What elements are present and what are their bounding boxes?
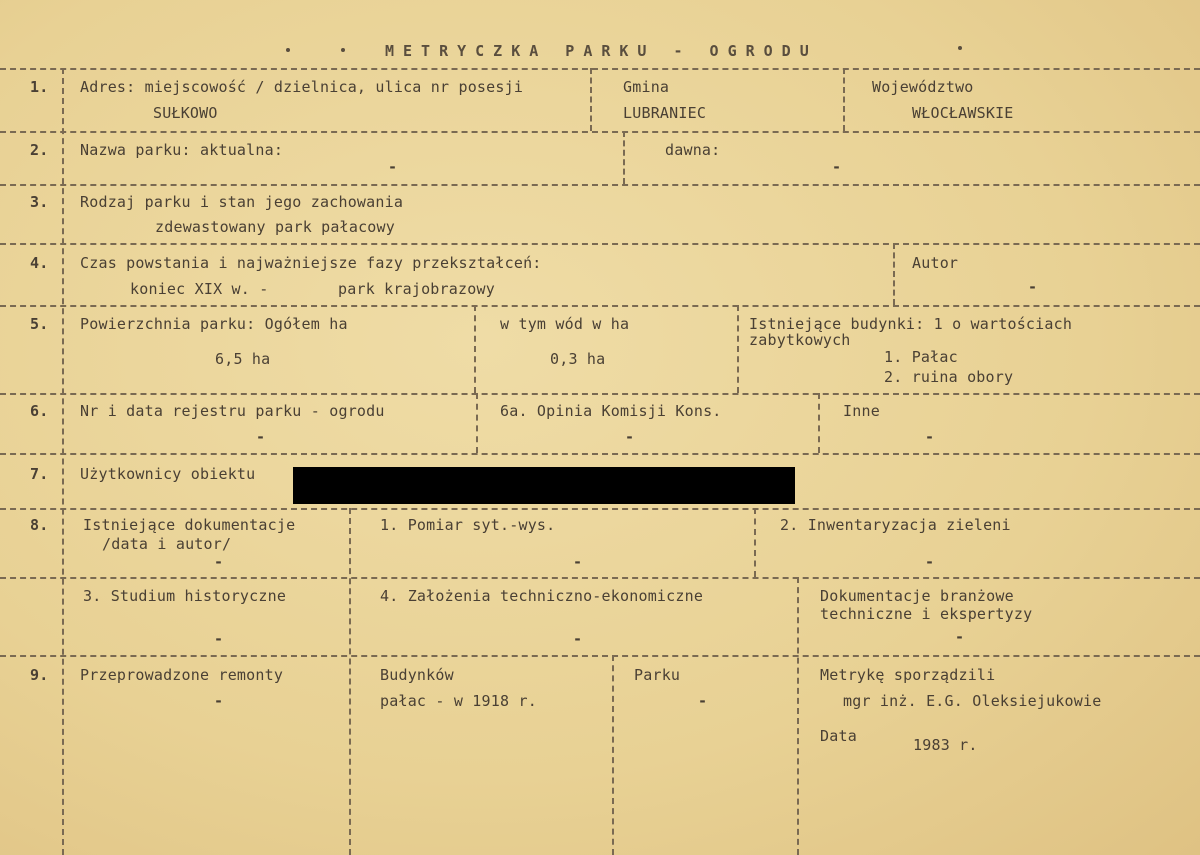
cell-divider [797, 577, 799, 855]
cell-divider [474, 305, 476, 393]
other-label: Inne [843, 402, 880, 420]
register-label: Nr i data rejestru parku - ogrodu [80, 402, 385, 420]
row-divider [0, 243, 1200, 245]
building-item: 1. Pałac [884, 348, 958, 366]
buildings-repairs-label: Budynków [380, 666, 454, 684]
cell-divider [843, 68, 845, 131]
docs-label: Istniejące dokumentacje [83, 516, 296, 534]
prepared-by-value: mgr inż. E.G. Oleksiejukowie [843, 692, 1102, 710]
buildings-repairs-value: pałac - w 1918 r. [380, 692, 537, 710]
park-repairs-label: Parku [634, 666, 681, 684]
docs-label-cont: /data i autor/ [102, 535, 232, 553]
gmina-value: LUBRANIEC [623, 104, 707, 122]
card-title: METRYCZKA PARKU - OGRODU [385, 42, 818, 60]
assumptions-label: 4. Założenia techniczno-ekonomiczne [380, 587, 704, 605]
redaction-block [293, 467, 795, 504]
row-divider [0, 393, 1200, 395]
row-divider [0, 131, 1200, 133]
cell-divider [612, 655, 614, 855]
inventory-value: - [925, 553, 935, 571]
cell-divider [590, 68, 592, 131]
opinion-label: 6a. Opinia Komisji Kons. [500, 402, 722, 420]
study-label: 3. Studium historyczne [83, 587, 287, 605]
address-value: SUŁKOWO [153, 104, 218, 122]
row-number: 3. [30, 193, 49, 211]
voivodeship-value: WŁOCŁAWSKIE [912, 104, 1014, 122]
inventory-label: 2. Inwentaryzacja zieleni [780, 516, 1011, 534]
row-number: 6. [30, 402, 49, 420]
users-label: Użytkownicy obiektu [80, 465, 256, 483]
cell-divider [737, 305, 739, 393]
survey-label: 1. Pomiar syt.-wys. [380, 516, 556, 534]
row-number: 9. [30, 666, 49, 684]
area-label: Powierzchnia parku: Ogółem ha [80, 315, 348, 333]
water-label: w tym wód w ha [500, 315, 630, 333]
park-type-value: zdewastowany park pałacowy [155, 218, 395, 236]
water-value: 0,3 ha [550, 350, 606, 368]
author-label: Autor [912, 254, 959, 272]
assumptions-value: - [573, 630, 583, 648]
row-divider [0, 305, 1200, 307]
branch-docs-value: - [955, 628, 965, 646]
cell-divider [818, 393, 820, 453]
gmina-label: Gmina [623, 78, 670, 96]
cell-divider [893, 243, 895, 305]
cell-divider [476, 393, 478, 453]
creation-time-value: koniec XIX w. - [130, 280, 269, 298]
cell-divider [349, 508, 351, 855]
park-style-value: park krajobrazowy [338, 280, 495, 298]
row-divider [0, 655, 1200, 657]
docs-value: - [214, 553, 224, 571]
register-value: - [256, 428, 266, 446]
row-number: 7. [30, 465, 49, 483]
row-number: 2. [30, 141, 49, 159]
date-value: 1983 r. [913, 736, 978, 754]
row-divider [0, 577, 1200, 579]
former-name-label: dawna: [665, 141, 721, 159]
survey-value: - [573, 553, 583, 571]
date-label: Data [820, 727, 857, 745]
branch-docs-label: Dokumentacje branżowe [820, 587, 1014, 605]
former-name-value: - [832, 158, 842, 176]
author-value: - [1028, 278, 1038, 296]
prepared-by-label: Metrykę sporządzili [820, 666, 996, 684]
cell-divider [623, 131, 625, 184]
ink-dot [341, 48, 345, 52]
current-name-label: Nazwa parku: aktualna: [80, 141, 284, 159]
row-divider [0, 453, 1200, 455]
address-label: Adres: miejscowość / dzielnica, ulica nr posesji [80, 78, 524, 96]
row-number: 4. [30, 254, 49, 272]
row-number: 1. [30, 78, 49, 96]
park-type-label: Rodzaj parku i stan jego zachowania [80, 193, 404, 211]
row-divider [0, 68, 1200, 70]
branch-docs-label-cont: techniczne i ekspertyzy [820, 605, 1033, 623]
other-value: - [925, 428, 935, 446]
area-value: 6,5 ha [215, 350, 271, 368]
ink-dot [958, 46, 962, 50]
creation-time-label: Czas powstania i najważniejsze fazy przekształceń: [80, 254, 542, 272]
study-value: - [214, 630, 224, 648]
row-number: 5. [30, 315, 49, 333]
number-column-divider [62, 68, 64, 855]
repairs-value: - [214, 692, 224, 710]
opinion-value: - [625, 428, 635, 446]
park-repairs-value: - [698, 692, 708, 710]
cell-divider [754, 508, 756, 577]
building-item: 2. ruina obory [884, 368, 1014, 386]
row-divider [0, 184, 1200, 186]
current-name-value: - [388, 158, 398, 176]
row-number: 8. [30, 516, 49, 534]
buildings-label-cont: zabytkowych [749, 331, 851, 349]
repairs-label: Przeprowadzone remonty [80, 666, 284, 684]
ink-dot [286, 48, 290, 52]
row-divider [0, 508, 1200, 510]
voivodeship-label: Województwo [872, 78, 974, 96]
buildings-label: Istniejące budynki: 1 o wartościach [749, 315, 1073, 333]
